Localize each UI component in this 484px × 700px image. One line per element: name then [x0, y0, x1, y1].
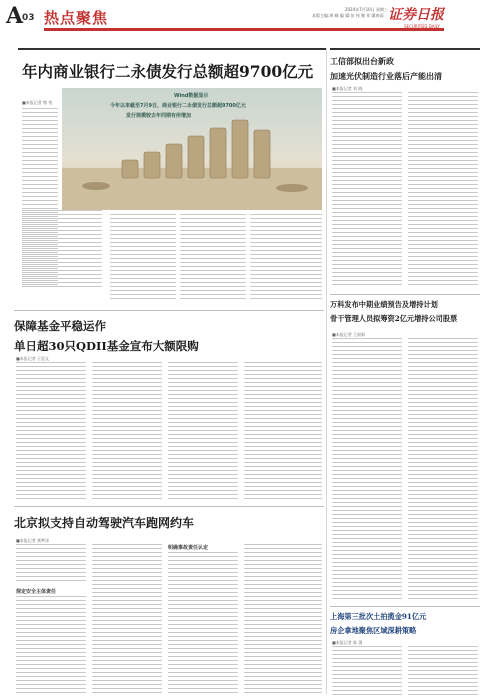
lead-title: 年内商业银行二永债发行总额超9700亿元 — [22, 62, 314, 81]
right-story-3-title-1: 上海第三批次土拍揽金91亿元 — [330, 612, 427, 621]
bottom-story-rule — [14, 506, 324, 507]
right-story-1-title-2: 加速光伏制造行业落后产能出清 — [330, 71, 442, 81]
newspaper-logo: 证券日报 — [388, 7, 444, 23]
middle-text-col-1 — [16, 362, 86, 500]
right-story-2-text-b — [408, 338, 478, 602]
right-story-2-byline: ■本报记者 王丽新 — [332, 332, 366, 337]
right-story-3-byline: ■本报记者 陈 潇 — [332, 640, 363, 645]
photo-caption-2: 今年以来截至7月9日，商业银行二永债发行总额超9700亿元 — [110, 103, 246, 109]
right-story-1-title-1: 工信部拟出台新政 — [330, 56, 394, 66]
right-story-3-rule — [330, 606, 480, 607]
page-number: 03 — [22, 13, 35, 23]
photo-caption-3: 发行规模较去年同期有所增加 — [126, 113, 192, 119]
header-date: 2024年7月10日 星期三 — [344, 7, 388, 12]
bottom-story-title: 北京拟支持自动驾驶汽车跑网约车 — [14, 516, 195, 530]
middle-story-title-2: 单日超30只QDII基金宣布大额限购 — [14, 339, 199, 353]
right-story-1-text-b — [408, 92, 478, 288]
column-divider — [326, 48, 327, 694]
right-story-3-title-2: 房企拿地聚焦区域深耕策略 — [330, 626, 417, 635]
right-story-3-text-b — [408, 646, 478, 696]
header-rule — [44, 28, 444, 31]
lead-byline: ■本报记者 熊 悦 — [22, 100, 53, 105]
right-story-1-byline: ■本报记者 刘 晓 — [332, 86, 363, 91]
section-title: 热点聚焦 — [44, 9, 109, 27]
right-story-1-title-box — [330, 48, 480, 82]
coin-stacks — [122, 120, 270, 178]
bottom-text-col-4 — [244, 544, 322, 696]
bottom-text-col-3 — [168, 552, 238, 696]
lead-text-col-4 — [250, 214, 322, 302]
right-story-2-title-2: 骨干管理人员拟筹资2亿元增持公司股票 — [330, 314, 458, 323]
lead-title-box — [18, 48, 326, 90]
right-story-1-text-a — [332, 92, 402, 288]
middle-text-col-3 — [168, 362, 238, 500]
middle-story-title-1: 保障基金平稳运作 — [14, 319, 106, 333]
right-story-2-title-1: 万科发布中期业绩预告及增持计划 — [330, 300, 438, 309]
lead-photo — [62, 88, 322, 210]
lead-text-col-1b — [22, 210, 102, 290]
loose-coin — [82, 182, 110, 190]
bottom-story-byline: ■本报记者 龚梦泽 — [16, 538, 50, 543]
right-story-3-title-box — [330, 612, 480, 636]
bottom-text-col-1 — [16, 544, 86, 584]
bottom-subhead-1: 规定安全主体责任 — [16, 589, 57, 595]
right-story-2-title-box — [330, 300, 480, 324]
lead-text-col-3 — [180, 214, 246, 302]
newspaper-logo-sub: SECURITIES DAILY — [404, 24, 440, 29]
right-story-2-text-a — [332, 338, 402, 602]
bottom-text-col-2 — [92, 544, 162, 696]
photo-caption-1: Wind数据显示 — [174, 93, 209, 99]
header-editors: 本版主编:周 峰 编 辑:张 伟 制 作:董春雨 — [312, 13, 384, 18]
middle-story-byline: ■本报记者 王思文 — [16, 356, 50, 361]
middle-story-rule — [14, 310, 324, 311]
bottom-text-col-1b — [16, 596, 86, 696]
middle-story-title-box — [14, 318, 324, 354]
page-letter: A — [6, 3, 24, 29]
loose-coin — [276, 184, 308, 192]
right-story-3-text-a — [332, 646, 402, 696]
right-story-2-rule — [330, 294, 480, 295]
middle-text-col-4 — [244, 362, 322, 500]
bottom-subhead-2: 明确事故责任认定 — [168, 545, 209, 551]
middle-text-col-2 — [92, 362, 162, 500]
lead-text-col-2 — [110, 214, 176, 302]
